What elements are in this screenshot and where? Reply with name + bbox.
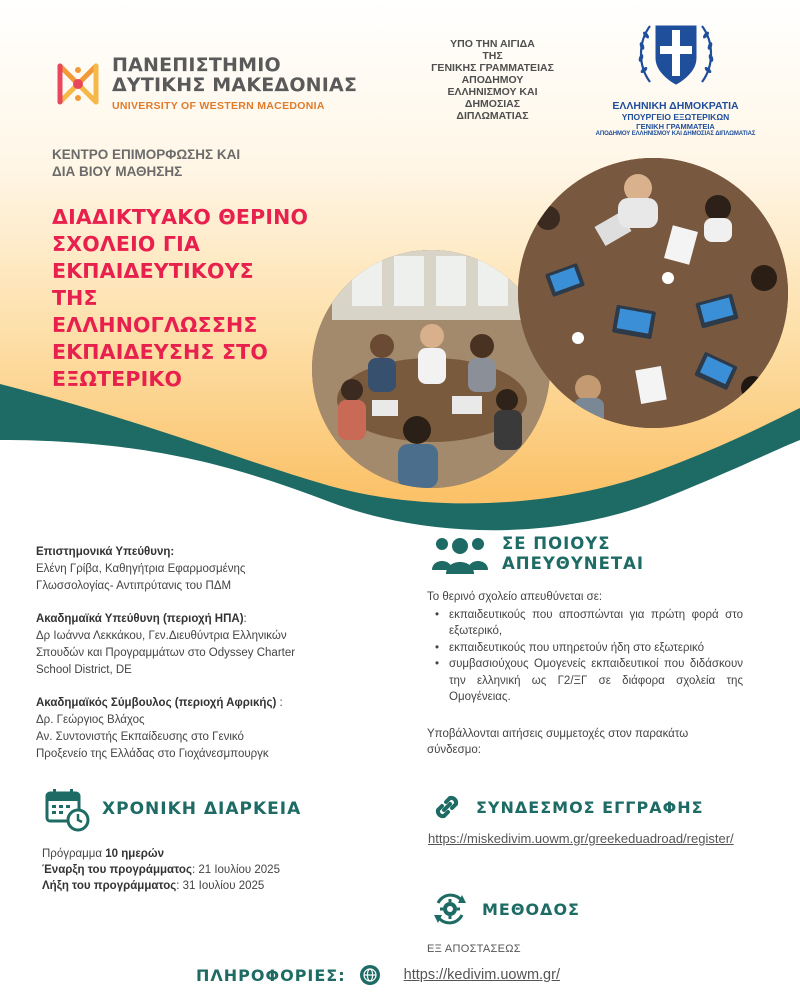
start-value: : 21 Ιουλίου 2025 (191, 864, 280, 876)
main-title-line: ΔΙΑΔΙΚΤΥΑΚΟ ΘΕΡΙΝΟ (52, 205, 309, 229)
university-name-line1: ΠΑΝΕΠΙΣΤΗΜΙΟ (112, 54, 281, 76)
end-label: Λήξη του προγράμματος (42, 880, 177, 892)
method-header (430, 889, 580, 929)
greek-coat-of-arms-icon (632, 10, 720, 98)
footer-info (196, 965, 560, 985)
people-group-icon (430, 534, 490, 574)
university-logo (52, 55, 357, 112)
group-meeting-photo (312, 250, 550, 488)
responsible-line: Γλωσσολογίας- Αντιπρύτανις του ΠΔΜ (36, 580, 232, 592)
footer-link[interactable]: https://kedivim.uowm.gr/ (403, 967, 560, 983)
aegis-line: ΔΙΠΛΩΜΑΤΙΑΣ (456, 110, 529, 122)
start-label: Έναρξη του προγράμματος (42, 864, 192, 876)
responsible-label: Ακαδημαϊκός Σύμβουλος (περιοχή Αφρικής) (36, 697, 277, 709)
duration-header (44, 786, 301, 832)
duration-text (42, 846, 280, 894)
aegis-line: ΑΠΟΔΗΜΟΥ (461, 74, 524, 86)
audience-text (427, 589, 743, 759)
responsible-line: Δρ. Γεώργιος Βλάχος (36, 714, 145, 726)
responsible-label-suffix: : (276, 697, 283, 709)
aegis-line: ΔΗΜΟΣΙΑΣ (464, 98, 521, 110)
registration-header (430, 790, 704, 824)
university-name-english: UNIVERSITY OF WESTERN MACEDONIA (112, 100, 325, 112)
main-title-line: ΕΚΠΑΙΔΕΥΣΗΣ ΣΤΟ (52, 340, 268, 364)
calendar-clock-icon (44, 786, 90, 832)
main-title-line: ΤΗΣ (52, 286, 98, 310)
aegis-line: ΓΕΝΙΚΗΣ ΓΡΑΜΜΑΤΕΙΑΣ (431, 62, 554, 74)
overhead-table-photo (518, 158, 788, 428)
responsible-line: Δρ Ιωάννα Λεκκάκου, Γεν.Διευθύντρια Ελληνικών (36, 630, 287, 642)
center-title (52, 146, 240, 180)
footer-label: ΠΛΗΡΟΦΟΡΙΕΣ: (196, 965, 346, 985)
audience-intro: Το θερινό σχολείο απευθύνεται σε: (427, 591, 603, 603)
responsible-label: Ακαδημαϊκά Υπεύθυνη (περιοχή ΗΠΑ) (36, 613, 244, 625)
center-title-line: ΔΙΑ ΒΙΟΥ ΜΑΘΗΣΗΣ (52, 164, 183, 179)
method-value: ΕΞ ΑΠΟΣΤΑΣΕΩΣ (427, 943, 521, 955)
responsible-block (36, 544, 366, 595)
audience-title-line: ΣΕ ΠΟΙΟΥΣ (502, 534, 611, 553)
globe-icon (360, 965, 380, 985)
aegis-line: ΕΛΛΗΝΙΣΜΟΥ ΚΑΙ (447, 86, 538, 98)
main-title-line: ΕΛΛΗΝΟΓΛΩΣΣΗΣ (52, 313, 258, 337)
audience-title-line: ΑΠΕΥΘΥΝΕΤΑΙ (502, 554, 645, 573)
link-icon (430, 790, 464, 824)
university-emblem-icon (52, 58, 104, 110)
responsible-line: Αν. Συντονιστής Εκπαίδευσης στο Γενικό (36, 731, 244, 743)
ministry-label: ΥΠΟΥΡΓΕΙΟ ΕΞΩΤΕΡΙΚΩΝ (621, 112, 730, 122)
responsible-block (36, 611, 366, 679)
aegis-line: ΤΗΣ (482, 50, 503, 62)
program-days: 10 ημερών (105, 848, 165, 860)
main-title-line: ΣΧΟΛΕΙΟ ΓΙΑ (52, 232, 201, 256)
hellenic-republic-label: ΕΛΛΗΝΙΚΗ ΔΗΜΟΚΡΑΤΙΑ (612, 100, 739, 112)
responsibles-section (36, 544, 366, 779)
registration-title: ΣΥΝΔΕΣΜΟΣ ΕΓΓΡΑΦΗΣ (476, 797, 704, 817)
responsible-label-suffix: : (243, 613, 247, 625)
responsible-block (36, 695, 366, 763)
method-title: ΜΕΘΟΔΟΣ (482, 899, 580, 919)
responsible-line: School District, DE (36, 664, 132, 676)
responsible-line: Προξενείο της Ελλάδας στο Γιοχάνεσμπουργκ (36, 748, 269, 760)
diaspora-label: ΑΠΟΔΗΜΟΥ ΕΛΛΗΝΙΣΜΟΥ ΚΑΙ ΔΗΜΟΣΙΑΣ ΔΙΠΛΩΜΑΤΙΑΣ (595, 131, 756, 137)
duration-title: ΧΡΟΝΙΚΗ ΔΙΑΡΚΕΙΑ (102, 799, 302, 819)
registration-link[interactable]: https://miskedivim.uowm.gr/greekeduadroad/register/ (428, 831, 734, 846)
gear-cycle-icon (430, 889, 470, 929)
aegis-line: ΥΠΟ ΤΗΝ ΑΙΓΙΔΑ (450, 38, 535, 50)
responsible-line: Σπουδών και Προγραμμάτων στο Odyssey Charter (36, 647, 296, 659)
program-prefix: Πρόγραμμα (42, 848, 106, 860)
main-title (52, 204, 332, 393)
responsible-label: Επιστημονικά Υπεύθυνη: (36, 546, 175, 558)
apply-text: Υποβάλλονται αιτήσεις συμμετοχές στον παρακάτω σύνδεσμο: (427, 727, 689, 756)
audience-list (427, 607, 743, 706)
responsible-line: Ελένη Γρίβα, Καθηγήτρια Εφαρμοσμένης (36, 563, 246, 575)
hellenic-republic-logo (568, 10, 783, 137)
audience-list-item: • εκπαιδευτικούς που αποσπώνται για πρώτη φορά στο εξωτερικό, (427, 607, 743, 640)
audience-header (430, 534, 750, 574)
audience-list-item: • εκπαιδευτικούς που υπηρετούν ήδη στο εξωτερικό (427, 640, 743, 657)
aegis-text (400, 38, 585, 122)
general-secretariat-label: ΓΕΝΙΚΗ ΓΡΑΜΜΑΤΕΙΑ (636, 122, 715, 131)
main-title-line: ΕΞΩΤΕΡΙΚΟ (52, 367, 183, 391)
main-title-line: ΕΚΠΑΙΔΕΥΤΙΚΟΥΣ (52, 259, 254, 283)
center-title-line: ΚΕΝΤΡΟ ΕΠΙΜΟΡΦΩΣΗΣ ΚΑΙ (52, 147, 241, 162)
end-value: : 31 Ιουλίου 2025 (176, 880, 265, 892)
audience-list-item: • συμβασιούχους Ομογενείς εκπαιδευτικοί που διδάσκουν την ελληνική ως Γ2/ΞΓ σε διάφορα σχολεία της Ομογένειας. (427, 656, 743, 706)
university-name-line2: ΔΥΤΙΚΗΣ ΜΑΚΕΔΟΝΙΑΣ (112, 74, 358, 96)
